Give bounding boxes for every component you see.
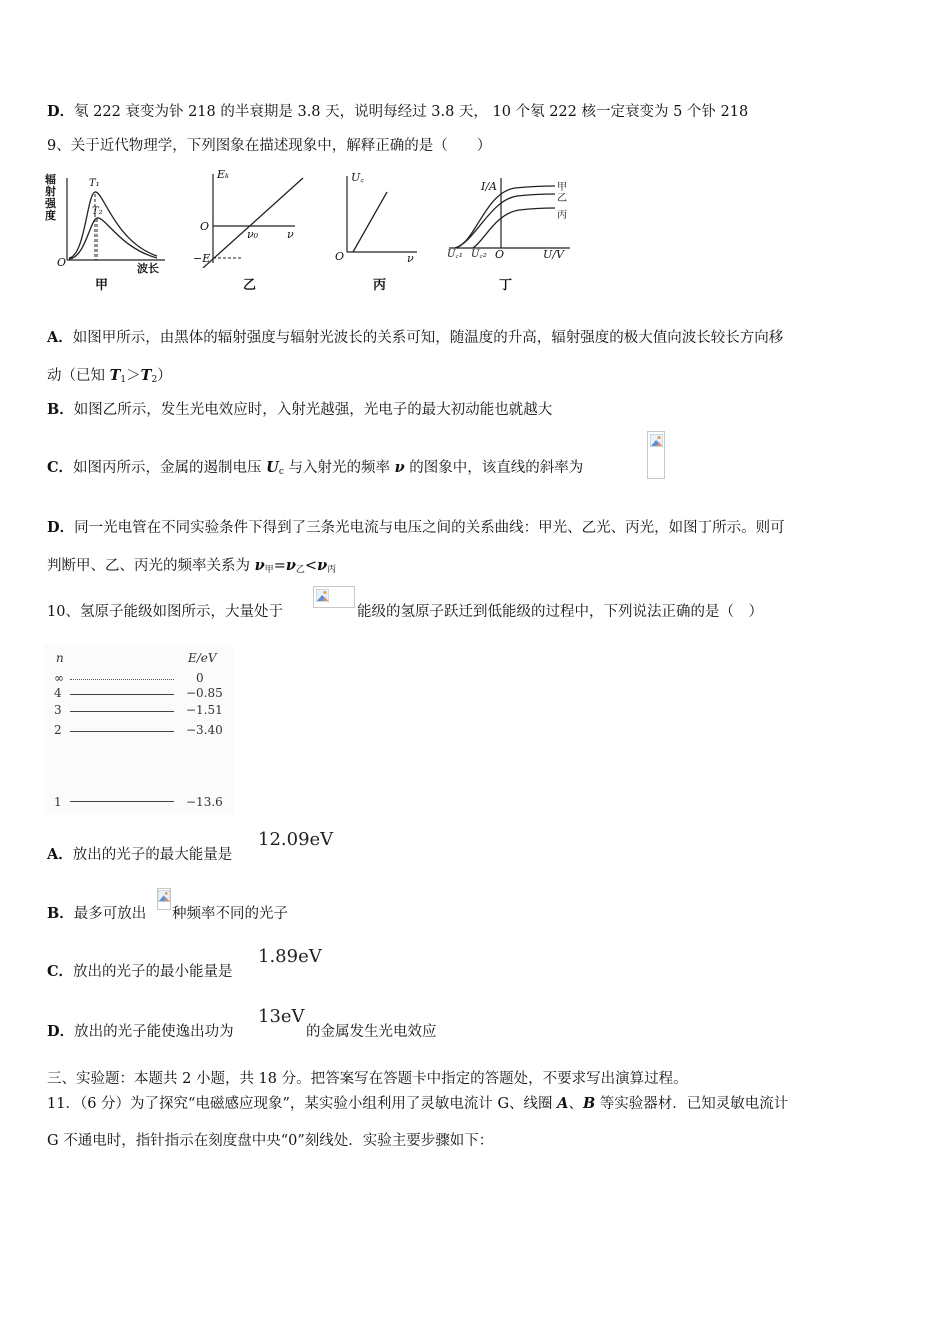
energy-n-header: n	[56, 651, 64, 665]
iv-uc1: U꜀₁	[447, 249, 463, 260]
var-v: ν	[254, 557, 265, 574]
q10-option-a	[47, 845, 232, 865]
var-t: T	[109, 367, 121, 384]
q10-option-d	[47, 1022, 234, 1042]
option-text: 动（已知	[47, 368, 110, 384]
ek-caption: 乙	[243, 278, 257, 293]
option-text: 如图乙所示，发生光电效应时，入射光越强，光电子的最大初动能也就越大	[73, 402, 553, 418]
option-text: 的图象中，该直线的斜率为	[404, 460, 584, 476]
broken-image-icon	[157, 888, 171, 910]
level-n: 3	[54, 703, 62, 717]
iv-xlabel: U/V	[543, 248, 564, 261]
blackbody-caption: 甲	[95, 278, 109, 293]
option-text: 如图甲所示，由黑体的辐射强度与辐射光波长的关系可知，随温度的升高，辐射强度的极大值向波长较长方向移	[72, 330, 784, 346]
option-text: 同一光电管在不同实验条件下得到了三条光电流与电压之间的关系曲线：甲光、乙光、丙光，如图丁所示。则可	[74, 520, 785, 536]
var-sub: 丙	[327, 565, 337, 575]
level-e: −3.40	[186, 723, 223, 737]
level-line	[70, 694, 174, 695]
iv-origin: O	[495, 248, 505, 261]
option-label: A．	[47, 329, 73, 346]
var-sub: 2	[151, 375, 158, 385]
blackbody-ylabel: 辐射强度	[45, 173, 56, 222]
level-line	[70, 731, 174, 732]
option-text: 如图丙所示，金属的遏制电压	[73, 460, 267, 476]
level-e: −1.51	[186, 703, 223, 717]
var-t: T	[140, 367, 152, 384]
energy-level-diagram	[44, 645, 234, 815]
var-sub: 甲	[264, 565, 274, 575]
ek-v0: ν₀	[247, 228, 259, 241]
blackbody-t2: T₂	[92, 206, 103, 217]
option-label: D．	[47, 103, 75, 120]
energy-e-header: E/eV	[188, 651, 217, 665]
var-v: ν	[285, 557, 296, 574]
coil-a: A	[557, 1095, 569, 1112]
q9-option-d-line2	[47, 556, 336, 580]
eq-sign: =	[273, 558, 286, 574]
option-text: ）	[157, 368, 172, 384]
iv-caption: 丁	[499, 278, 513, 293]
ek-origin: O	[200, 220, 210, 233]
option-label: B．	[47, 401, 74, 418]
q10-option-d-post: 的金属发生光电效应	[306, 1024, 437, 1040]
option-text: 氡 222 衰变为钋 218 的半衰期是 3.8 天，说明每经过 3.8 天， 10 个氡 222 核一定衰变为 5 个钋 218	[74, 104, 749, 120]
q9-option-d-line1	[47, 518, 785, 538]
ek-xlabel: ν	[287, 228, 294, 241]
q9-option-a-line2	[47, 366, 172, 390]
level-n: 2	[54, 723, 62, 737]
option-label: D．	[47, 1023, 75, 1040]
q11-text: 等实验器材．已知灵敏电流计	[595, 1096, 789, 1112]
level-e: 0	[196, 671, 204, 685]
q10-option-c	[47, 962, 233, 982]
var-v: ν	[394, 459, 405, 476]
graph-stopping-voltage	[335, 170, 425, 292]
iv-curve-bing: 丙	[557, 210, 567, 221]
uc-ylabel: U꜀	[351, 171, 365, 184]
graph-photoelectric-ek	[195, 168, 315, 292]
q11-text: 11．（6 分）为了探究“电磁感应现象”，某实验小组利用了灵敏电流计 G、线圈	[47, 1096, 558, 1112]
q10-option-d-math: 13eV	[258, 1006, 305, 1027]
question-11-line2: G 不通电时，指针指示在刻度盘中央“0”刻线处．实验主要步骤如下：	[47, 1133, 494, 1149]
ek-plot	[195, 168, 315, 268]
option-text: 放出的光子的最小能量是	[73, 964, 233, 980]
lt-sign: <	[304, 558, 318, 574]
uc-xlabel: ν	[407, 252, 414, 265]
q10-option-c-math: 1.89eV	[258, 946, 322, 967]
q9-option-c	[47, 458, 583, 482]
ek-ylabel: Eₖ	[217, 168, 230, 181]
iv-uc2: U꜀₂	[471, 249, 487, 260]
uc-caption: 丙	[373, 278, 387, 293]
option-text: 最多可放出	[73, 906, 147, 922]
level-n: 4	[54, 686, 62, 700]
option-label: D．	[47, 519, 75, 536]
q10-option-a-math: 12.09eV	[258, 829, 334, 850]
level-e: −0.85	[186, 686, 223, 700]
graph-blackbody	[45, 172, 175, 292]
question-10-stem-pre: 10、氢原子能级如图所示，大量处于	[47, 604, 283, 620]
level-line	[70, 711, 174, 712]
uc-origin: O	[335, 250, 345, 263]
var-sub: c	[278, 467, 284, 477]
var-u: U	[266, 459, 279, 476]
level-n: 1	[54, 795, 62, 809]
blackbody-t1: T₁	[89, 178, 100, 189]
coil-b: B	[582, 1095, 596, 1112]
level-line	[70, 801, 174, 802]
iv-curve-jia: 甲	[557, 182, 567, 193]
option-label: B．	[47, 905, 74, 922]
q10-option-b-pre	[47, 904, 146, 924]
ek-neg: −E	[193, 252, 211, 265]
question-10-stem-post: 能级的氢原子跃迁到低能级的过程中，下列说法正确的是（ ）	[357, 604, 763, 620]
option-text: 判断甲、乙、丙光的频率关系为	[47, 558, 255, 574]
broken-image-icon	[647, 431, 665, 479]
option-d-line	[47, 102, 748, 122]
broken-image-icon	[313, 586, 355, 608]
blackbody-plot	[45, 172, 175, 267]
blackbody-xlabel: 波长	[137, 262, 159, 275]
option-text: 放出的光子的最大能量是	[72, 847, 233, 863]
option-label: C．	[47, 963, 74, 980]
var-v: ν	[317, 557, 328, 574]
level-e: −13.6	[186, 795, 223, 809]
question-9-stem: 9、关于近代物理学，下列图象在描述现象中，解释正确的是（ ）	[47, 138, 492, 154]
q10-option-b-post: 种频率不同的光子	[172, 906, 288, 922]
option-label: A．	[47, 846, 73, 863]
graph-iv-curves	[445, 172, 575, 292]
q11-sep: 、	[568, 1096, 583, 1112]
option-text: 与入射光的频率	[283, 460, 395, 476]
option-label: C．	[47, 459, 74, 476]
q9-option-a-line1	[47, 328, 783, 348]
blackbody-origin: O	[57, 256, 67, 269]
level-line-infinity	[70, 679, 174, 680]
var-sub: 1	[120, 375, 127, 385]
var-sub: 乙	[295, 565, 305, 575]
level-n: ∞	[54, 671, 64, 685]
section-3-heading: 三、实验题：本题共 2 小题，共 18 分。把答案写在答题卡中指定的答题处，不要求写出演算过程。	[47, 1071, 688, 1087]
iv-ylabel: I/A	[481, 180, 497, 193]
question-11-line1	[47, 1094, 788, 1114]
uc-plot	[335, 170, 425, 265]
q9-option-b	[47, 400, 552, 420]
option-text: 放出的光子能使逸出功为	[74, 1024, 234, 1040]
gt-sign: ＞	[126, 368, 141, 384]
iv-curve-yi: 乙	[557, 193, 567, 204]
